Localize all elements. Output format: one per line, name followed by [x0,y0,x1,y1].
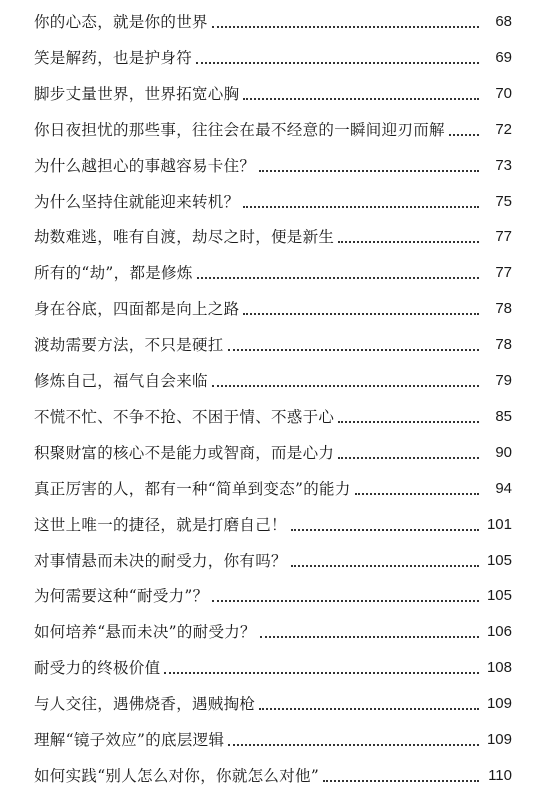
dot-leader [164,672,479,674]
toc-entry-page-number: 108 [486,659,512,677]
dot-leader [338,421,479,423]
toc-entry[interactable] [34,616,512,642]
toc-entry[interactable] [34,365,512,391]
toc-entry-page-number: 72 [495,120,512,138]
dot-leader [228,744,479,746]
toc-entry-page-number: 78 [495,336,512,354]
toc-entry-page-number: 109 [486,695,512,713]
toc-entry-title: 积聚财富的核心不是能力或智商，而是心力 [34,443,335,462]
toc-entry-page-number: 94 [495,479,512,497]
toc-entry-page-number: 110 [488,766,512,784]
dot-leader [243,206,479,208]
toc-entry-title: 为什么坚持住就能迎来转机？ [34,192,240,211]
toc-entry[interactable] [34,545,512,571]
toc-entry-title: 耐受力的终极价值 [34,659,161,678]
toc-entry-title: 修炼自己，福气自会来临 [34,372,208,390]
toc-entry-title: 你日夜担忧的那些事，往往会在最不经意的一瞬间迎刃而解 [34,120,445,139]
toc-entry[interactable] [34,221,512,247]
toc-entry-page-number: 78 [495,300,512,318]
toc-entry-page-number: 106 [486,623,512,641]
toc-entry-title: 理解“镜子效应”的底层逻辑 [34,731,225,749]
toc-entry[interactable] [34,580,512,606]
toc-entry[interactable] [34,114,512,140]
toc-entry-title: 与人交往，遇佛烧香，遇贼掏枪 [34,695,256,714]
toc-entry-page-number: 105 [486,587,512,605]
toc-entry[interactable] [34,42,512,68]
toc-entry[interactable] [34,724,512,750]
toc-entry-title: 渡劫需要方法，不只是硬扛 [34,336,224,355]
toc-entry-page-number: 90 [495,443,512,461]
toc-entry-page-number: 85 [495,407,512,425]
toc-entry-title: 劫数难逃，唯有自渡，劫尽之时，便是新生 [34,228,335,247]
toc-entry[interactable] [34,186,512,212]
dot-leader [323,780,479,782]
toc-entry[interactable] [34,293,512,319]
dot-leader [196,62,479,64]
dot-leader [228,349,479,351]
toc-entry-title: 为什么越担心的事越容易卡住？ [34,156,256,175]
dot-leader [212,600,479,602]
toc-entry-page-number: 105 [486,551,512,569]
dot-leader [259,708,479,710]
toc-entry[interactable] [34,473,512,499]
toc-entry-title: 真正厉害的人，都有一种“简单到变态”的能力 [34,479,351,498]
dot-leader [212,26,479,28]
toc-entry[interactable] [34,78,512,104]
toc-entry-page-number: 70 [495,84,512,102]
toc-entry-title: 如何培养“悬而未决”的耐受力？ [34,623,256,642]
toc-entry[interactable] [34,688,512,714]
dot-leader [338,241,479,243]
toc-entry-title: 不慌不忙、不争不抢、不困于情、不惑于心 [34,407,335,426]
toc-entry[interactable] [34,652,512,678]
toc-entry-title: 所有的“劫”，都是修炼 [34,264,193,283]
toc-entry-page-number: 68 [495,13,512,30]
toc-entry[interactable] [34,509,512,535]
toc-entry-title: 为何需要这种“耐受力”？ [34,587,209,606]
dot-leader [243,98,479,100]
toc-entry[interactable] [34,150,512,176]
dot-leader [449,134,479,136]
toc-entry-title: 如何实践“别人怎么对你，你就怎么对他” [34,766,320,785]
dot-leader [259,170,479,172]
toc-entry[interactable] [34,437,512,463]
toc-entry[interactable] [34,760,512,786]
dot-leader [243,313,479,315]
toc-entry-title: 这世上唯一的捷径，就是打磨自己！ [34,515,287,534]
dot-leader [338,457,479,459]
toc-entry-page-number: 109 [486,731,512,748]
toc-entry-page-number: 101 [486,515,512,533]
toc-entry-page-number: 77 [495,264,512,282]
toc-entry-title: 对事情悬而未决的耐受力，你有吗？ [34,551,287,570]
toc-entry-page-number: 73 [495,156,512,174]
dot-leader [212,385,479,387]
toc-entry-page-number: 75 [495,192,512,210]
toc-entry[interactable] [34,6,512,32]
dot-leader [355,493,479,495]
toc-entry-page-number: 79 [495,372,512,389]
dot-leader [197,277,479,279]
toc-entry-title: 你的心态，就是你的世界 [34,13,208,31]
dot-leader [260,636,479,638]
dot-leader [291,565,479,567]
toc-entry-title: 身在谷底，四面都是向上之路 [34,300,240,319]
toc-entry[interactable] [34,401,512,427]
toc-entry-page-number: 77 [495,228,512,246]
dot-leader [291,529,479,531]
toc-entry-page-number: 69 [495,48,512,66]
toc-entry-title: 笑是解药，也是护身符 [34,48,193,67]
toc-entry-title: 脚步丈量世界，世界拓宽心胸 [34,84,240,103]
toc-entry[interactable] [34,257,512,283]
toc-entry[interactable] [34,329,512,355]
